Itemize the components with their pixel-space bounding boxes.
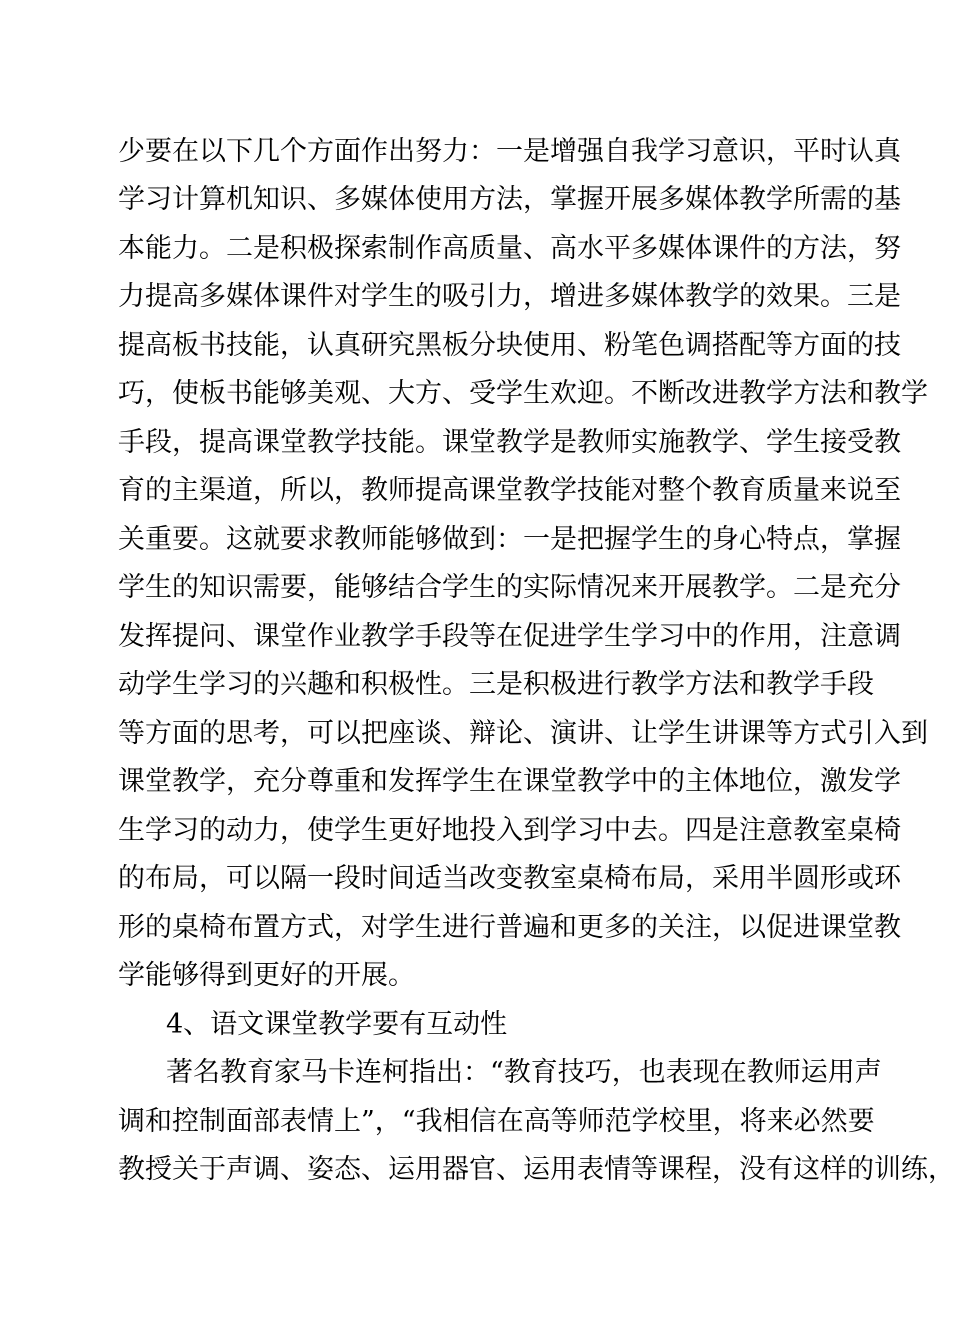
- body-text-line: 学生的知识需要，能够结合学生的实际情况来开展教学。二是充分: [118, 572, 901, 603]
- body-text-line: 发挥提问、课堂作业教学手段等在促进学生学习中的作用，注意调: [118, 621, 901, 652]
- body-text-line: 少要在以下几个方面作出努力：一是增强自我学习意识，平时认真: [118, 136, 901, 167]
- body-text-line: 著名教育家马卡连柯指出：“教育技巧，也表现在教师运用声: [166, 1057, 882, 1088]
- body-text-line: 关重要。这就要求教师能够做到：一是把握学生的身心特点，掌握: [118, 524, 901, 555]
- body-text-line: 巧，使板书能够美观、大方、受学生欢迎。不断改进教学方法和教学: [118, 378, 928, 409]
- body-text-line: 课堂教学，充分尊重和发挥学生在课堂教学中的主体地位，激发学: [118, 766, 901, 797]
- section-heading: 4、语文课堂教学要有互动性: [166, 1009, 508, 1040]
- body-text-line: 生学习的动力，使学生更好地投入到学习中去。四是注意教室桌椅: [118, 815, 901, 846]
- body-text-line: 手段，提高课堂教学技能。课堂教学是教师实施教学、学生接受教: [118, 427, 901, 458]
- body-text-line: 提高板书技能，认真研究黑板分块使用、粉笔色调搭配等方面的技: [118, 330, 901, 361]
- body-text-line: 动学生学习的兴趣和积极性。三是积极进行教学方法和教学手段: [118, 669, 874, 700]
- body-text-line: 形的桌椅布置方式，对学生进行普遍和更多的关注，以促进课堂教: [118, 912, 901, 943]
- body-text-line: 的布局，可以隔一段时间适当改变教室桌椅布局，采用半圆形或环: [118, 863, 901, 894]
- body-text-line: 调和控制面部表情上”，“我相信在高等师范学校里，将来必然要: [118, 1106, 875, 1137]
- body-text-line: 本能力。二是积极探索制作高质量、高水平多媒体课件的方法，努: [118, 233, 901, 264]
- body-text-line: 育的主渠道，所以，教师提高课堂教学技能对整个教育质量来说至: [118, 475, 901, 506]
- body-text-line: 教授关于声调、姿态、运用器官、运用表情等课程，没有这样的训练，: [118, 1154, 955, 1185]
- body-text-line: 力提高多媒体课件对学生的吸引力，增进多媒体教学的效果。三是: [118, 281, 901, 312]
- body-text-line: 等方面的思考，可以把座谈、辩论、演讲、让学生讲课等方式引入到: [118, 718, 928, 749]
- body-text-line: 学习计算机知识、多媒体使用方法，掌握开展多媒体教学所需的基: [118, 184, 901, 215]
- body-text-line: 学能够得到更好的开展。: [118, 960, 415, 991]
